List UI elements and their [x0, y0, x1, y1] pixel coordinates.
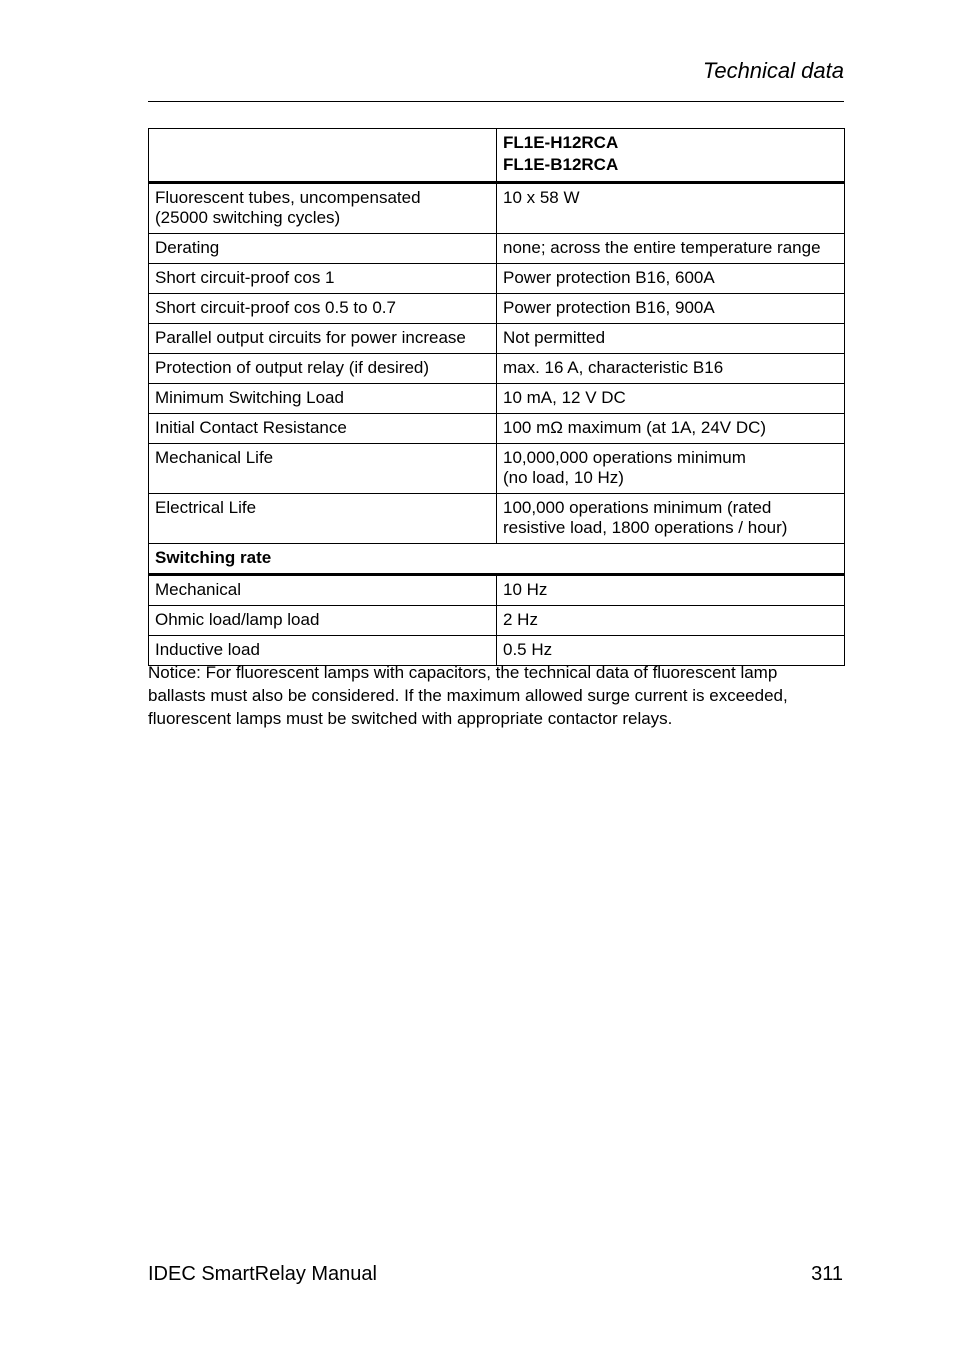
notice-line: ballasts must also be considered. If the maximum allowed surge current is exceeded, [148, 686, 788, 705]
row-label [149, 183, 497, 234]
row-value: 10 mA, 12 V DC [497, 384, 845, 414]
notice-line: Notice: For fluorescent lamps with capacitors, the technical data of fluorescent lamp [148, 663, 778, 682]
row-label: Short circuit-proof cos 0.5 to 0.7 [149, 294, 497, 324]
row-value [497, 183, 845, 234]
table-header-row [149, 129, 845, 183]
row-label-line: Fluorescent tubes, uncompensated [155, 188, 421, 207]
page-number: 311 [811, 1263, 843, 1285]
row-value-line: (no load, 10 Hz) [503, 468, 624, 487]
manual-title: IDEC SmartRelay Manual [148, 1263, 377, 1285]
model-name: FL1E-B12RCA [503, 155, 619, 174]
notice-paragraph [148, 661, 848, 730]
row-label-line: (25000 switching cycles) [155, 208, 341, 227]
row-label: Minimum Switching Load [149, 384, 497, 414]
row-label: Parallel output circuits for power increase [149, 324, 497, 354]
row-value: none; across the entire temperature range [497, 234, 845, 264]
row-value [497, 494, 845, 544]
row-label: Mechanical Life [149, 444, 497, 494]
table-row [149, 494, 845, 544]
row-value: 100 mΩ maximum (at 1A, 24V DC) [497, 414, 845, 444]
table-row [149, 414, 845, 444]
table-row [149, 606, 845, 636]
row-value [497, 444, 845, 494]
table-row [149, 444, 845, 494]
section-heading: Switching rate [149, 544, 845, 575]
row-label: Short circuit-proof cos 1 [149, 264, 497, 294]
model-header-cell [497, 129, 845, 183]
table-row [149, 294, 845, 324]
row-label: Mechanical [149, 575, 497, 606]
header-divider [148, 101, 844, 102]
row-label: Initial Contact Resistance [149, 414, 497, 444]
row-value: Not permitted [497, 324, 845, 354]
table-row [149, 384, 845, 414]
relay-spec-table [148, 128, 845, 666]
row-label: Inductive load [149, 636, 497, 666]
row-value: 10 Hz [497, 575, 845, 606]
table-row [149, 575, 845, 606]
row-value-line: 100,000 operations minimum (rated [503, 498, 772, 517]
row-label: Derating [149, 234, 497, 264]
notice-line: fluorescent lamps must be switched with appropriate contactor relays. [148, 709, 673, 728]
row-value: Power protection B16, 900A [497, 294, 845, 324]
row-value-line: 10,000,000 operations minimum [503, 448, 746, 467]
section-header-row [149, 544, 845, 575]
model-name: FL1E-H12RCA [503, 133, 619, 152]
section-title: Technical data [702, 58, 844, 83]
row-value: Power protection B16, 600A [497, 264, 845, 294]
header-empty-cell [149, 129, 497, 183]
row-value: 2 Hz [497, 606, 845, 636]
table-row [149, 324, 845, 354]
table-row [149, 354, 845, 384]
row-value: 0.5 Hz [497, 636, 845, 666]
row-value-line: 10 x 58 W [503, 188, 580, 207]
row-label: Protection of output relay (if desired) [149, 354, 497, 384]
table-row [149, 183, 845, 234]
row-value-line: resistive load, 1800 operations / hour) [503, 518, 788, 537]
table-row [149, 234, 845, 264]
row-label: Electrical Life [149, 494, 497, 544]
row-label: Ohmic load/lamp load [149, 606, 497, 636]
row-value: max. 16 A, characteristic B16 [497, 354, 845, 384]
table-row [149, 264, 845, 294]
